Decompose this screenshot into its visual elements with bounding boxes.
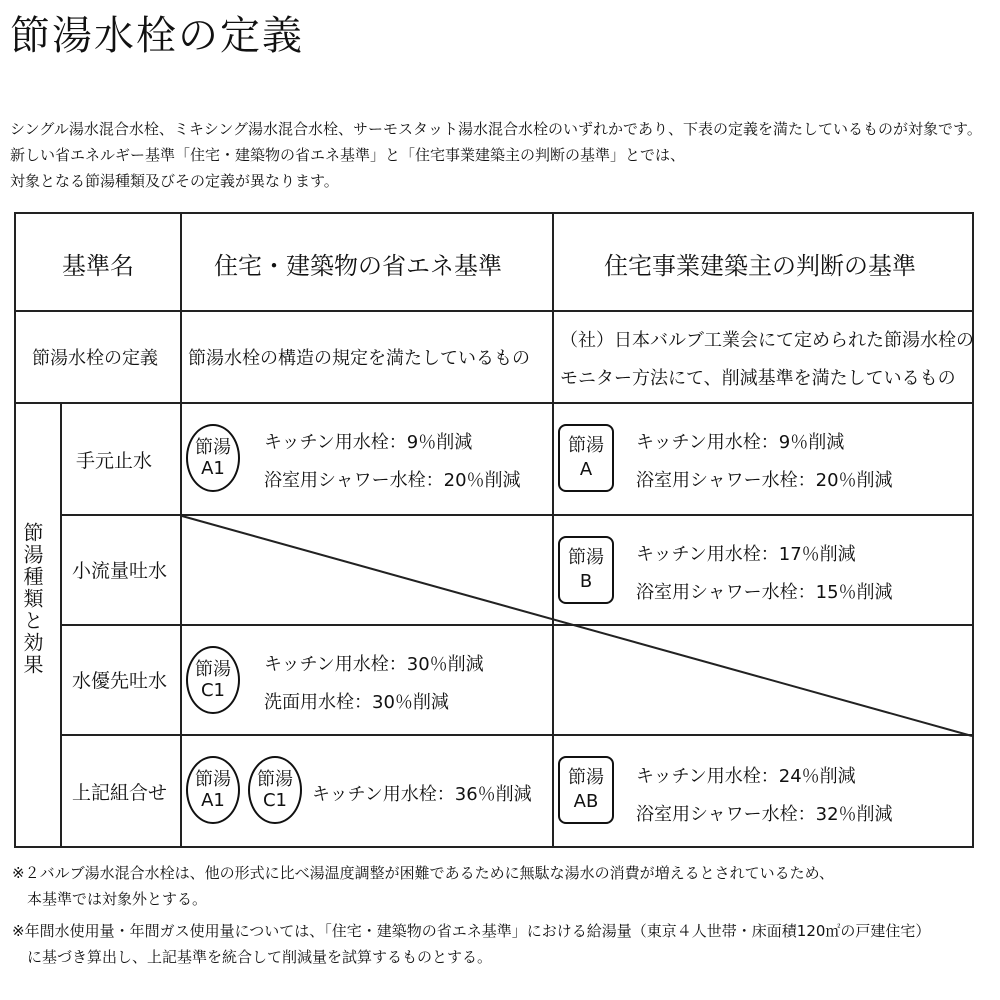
badge-c1: 節湯 C1 bbox=[186, 646, 240, 714]
effect-text: キッチン用水栓：24％削減 bbox=[636, 766, 856, 787]
definition-builder-line1: （社）日本バルブ工業会にて定められた節湯水栓の bbox=[560, 330, 974, 351]
not-applicable-diagonal bbox=[14, 212, 974, 848]
header-builder-standard: 住宅事業建築主の判断の基準 bbox=[604, 252, 916, 280]
effect-text: キッチン用水栓：9％削減 bbox=[264, 432, 473, 453]
badge-a: 節湯 A bbox=[558, 424, 614, 492]
definition-label: 節湯水栓の定義 bbox=[32, 348, 158, 369]
badge-a1: 節湯 A1 bbox=[186, 424, 240, 492]
intro-line-2: 新しい省エネルギー基準「住宅・建築物の省エネ基準」と「住宅事業建築主の判断の基準」とでは、 bbox=[10, 146, 686, 164]
row-label-low-flow: 小流量吐水 bbox=[72, 560, 168, 582]
badge-b: 節湯 B bbox=[558, 536, 614, 604]
row-label-combination: 上記組合せ bbox=[72, 782, 168, 804]
effect-text: キッチン用水栓：30％削減 bbox=[264, 654, 484, 675]
intro-line-3: 対象となる節湯種類及びその定義が異なります。 bbox=[10, 172, 339, 190]
effect-text: キッチン用水栓：36％削減 bbox=[312, 784, 532, 805]
effect-text: 浴室用シャワー水栓：20％削減 bbox=[636, 470, 893, 491]
badge-a1: 節湯 A1 bbox=[186, 756, 240, 824]
badge-ab: 節湯 AB bbox=[558, 756, 614, 824]
side-label-types-effects: 節湯種類と効果 bbox=[20, 522, 44, 676]
effect-text: 浴室用シャワー水栓：15％削減 bbox=[636, 582, 893, 603]
note-line-4: に基づき算出し、上記基準を統合して削減量を試算するものとする。 bbox=[12, 948, 493, 966]
definition-builder-line2: モニター方法にて、削減基準を満たしているもの bbox=[560, 368, 956, 389]
header-energy-standard: 住宅・建築物の省エネ基準 bbox=[214, 252, 502, 280]
badge-c1: 節湯 C1 bbox=[248, 756, 302, 824]
row-label-hand-stop: 手元止水 bbox=[76, 450, 153, 472]
standards-table bbox=[14, 212, 974, 848]
definition-energy: 節湯水栓の構造の規定を満たしているもの bbox=[188, 348, 530, 369]
page-title: 節湯水栓の定義 bbox=[10, 13, 304, 59]
intro-line-1: シングル湯水混合水栓、ミキシング湯水混合水栓、サーモスタット湯水混合水栓のいずれかであり、下表の定義を満たしているものが対象です。 bbox=[10, 120, 982, 138]
diagonal-line bbox=[182, 516, 972, 736]
header-standard-name: 基準名 bbox=[62, 252, 134, 280]
effect-text: キッチン用水栓：9％削減 bbox=[636, 432, 845, 453]
effect-text: 浴室用シャワー水栓：20％削減 bbox=[264, 470, 521, 491]
note-line-1: ※２バルブ湯水混合水栓は、他の形式に比べ湯温度調整が困難であるために無駄な湯水の消費が増えるとされているため、 bbox=[12, 864, 834, 882]
note-line-2: 本基準では対象外とする。 bbox=[12, 890, 208, 908]
effect-text: 洗面用水栓：30％削減 bbox=[264, 692, 449, 713]
note-line-3: ※年間水使用量・年間ガス使用量については、「住宅・建築物の省エネ基準」における給湯量（東京４人世帯・床面積120㎡の戸建住宅） bbox=[12, 922, 931, 940]
effect-text: キッチン用水栓：17％削減 bbox=[636, 544, 856, 565]
row-label-water-priority: 水優先吐水 bbox=[72, 670, 168, 692]
effect-text: 浴室用シャワー水栓：32％削減 bbox=[636, 804, 893, 825]
